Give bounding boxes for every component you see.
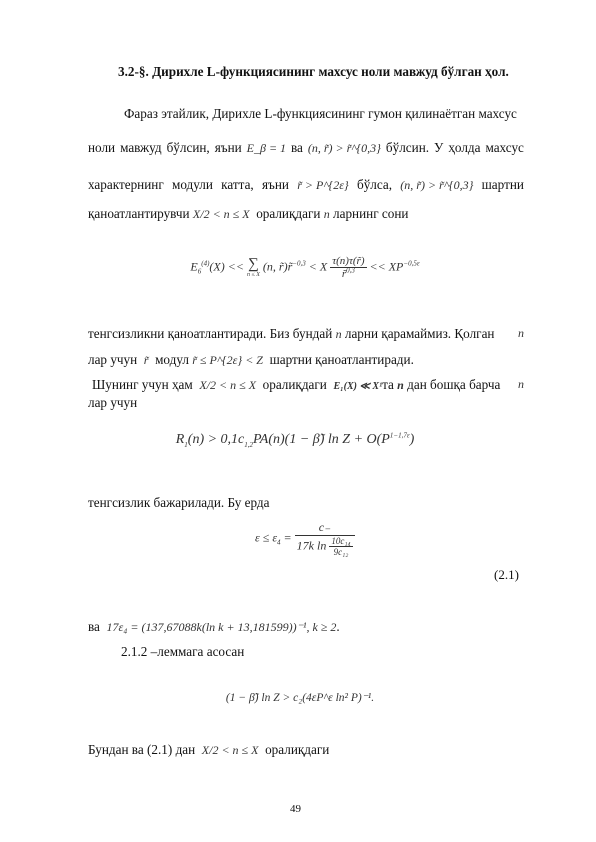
paragraph-2-line-2: лар учун r̃ модул r̃ ≤ P^{2ε} < Z шартни қаноатлантиради. <box>88 352 414 367</box>
section-heading: 3.2-§. Дирихле L-функциясининг махсус ноли мавжуд бўлган ҳол. <box>118 64 509 79</box>
paragraph-1-line-3 <box>88 176 524 194</box>
word: қаноатлантирувчи <box>88 206 190 221</box>
word: ҳолда <box>448 140 481 155</box>
paragraph-1-line-2 <box>88 139 524 157</box>
word: характернинг <box>88 177 164 192</box>
word: модули <box>172 177 213 192</box>
word: яъни <box>261 177 289 192</box>
equation-3: $\varepsilon \le \varepsilon_4$ = c₋ 17k ln $\frac{\text{10c₁₄}}{\text{9c₁₂}}$ <box>255 520 355 557</box>
math-gcd-condition: (n, r̃) > r̃^{0,3} <box>400 178 474 192</box>
paragraph-6: Бундан ва (2.1) дан X/2 < n ≤ X оралиқдаги <box>88 742 330 757</box>
paragraph-1-line-4 <box>88 205 408 223</box>
equation-4: (1 − β̃) ln Z > c₂(4εP^ε ln² P)⁻¹. <box>225 692 375 704</box>
word: катта, <box>221 177 254 192</box>
word: шартни <box>481 177 524 192</box>
equation-number: (2.1) <box>494 567 519 582</box>
math-gcd-condition: (n, r̃) > r̃^{0,3} <box>307 141 381 155</box>
paragraph-5: 2.1.2 –леммага асосан <box>121 644 245 659</box>
paragraph-1-line-1: Фараз этайлик, Дирихле L-функциясининг гумон қилинаётган махсус <box>124 106 517 121</box>
word: бўлсин, <box>166 140 210 155</box>
math-n: n <box>323 207 330 221</box>
word: мавжуд <box>120 140 162 155</box>
word: бўлсин. <box>385 140 430 155</box>
math-e-beta: E_β = 1 <box>246 141 287 155</box>
word: оралиқдаги <box>256 206 321 221</box>
math-interval: X/2 < n ≤ X <box>192 207 250 221</box>
paragraph-2-line-3: Шунинг учун ҳам X/2 < n ≤ X оралиқдаги E₁(X) ≪ X¹та n дан бошқа барча n <box>92 377 524 392</box>
word: ва <box>291 140 303 155</box>
paragraph-2-line-4: лар учун <box>88 395 138 410</box>
word: бўлса, <box>356 177 393 192</box>
paragraph-2-line-1: тенгсизликни қаноатлантиради. Биз бундай n ларни қарамаймиз. Қолган n <box>88 326 524 341</box>
equation-2: $R_1(n) > 0,1c_{1,2}PA(n)(1$ − β̃) $\ln Z + O(P^{1-1,7\varepsilon})$ <box>175 431 415 449</box>
math-modulus-condition: r̃ > P^{2ε} <box>297 178 349 192</box>
word: махсус <box>485 140 524 155</box>
word: ноли <box>88 140 116 155</box>
paragraph-3: тенгсизлик бажарилади. Бу ерда <box>88 495 270 510</box>
word: ларнинг сони <box>333 206 409 221</box>
word: У <box>434 140 444 155</box>
page-number: 49 <box>290 803 301 815</box>
paragraph-4: ва 17ε₄ = (137,67088k(ln k + 13,181599))⁻¹, k ≥ 2. <box>88 619 340 634</box>
word: яъни <box>214 140 242 155</box>
equation-1: $E_6^{(4)}(X)$ << ∑ n ≤ X (n, r̃)r̃$^{-0,3}$ < X $\frac{\tau(n)\tau(r̃)}{r̃^{0,3}}$ << $XP^{-0,5\varepsilon}$ <box>190 255 420 280</box>
